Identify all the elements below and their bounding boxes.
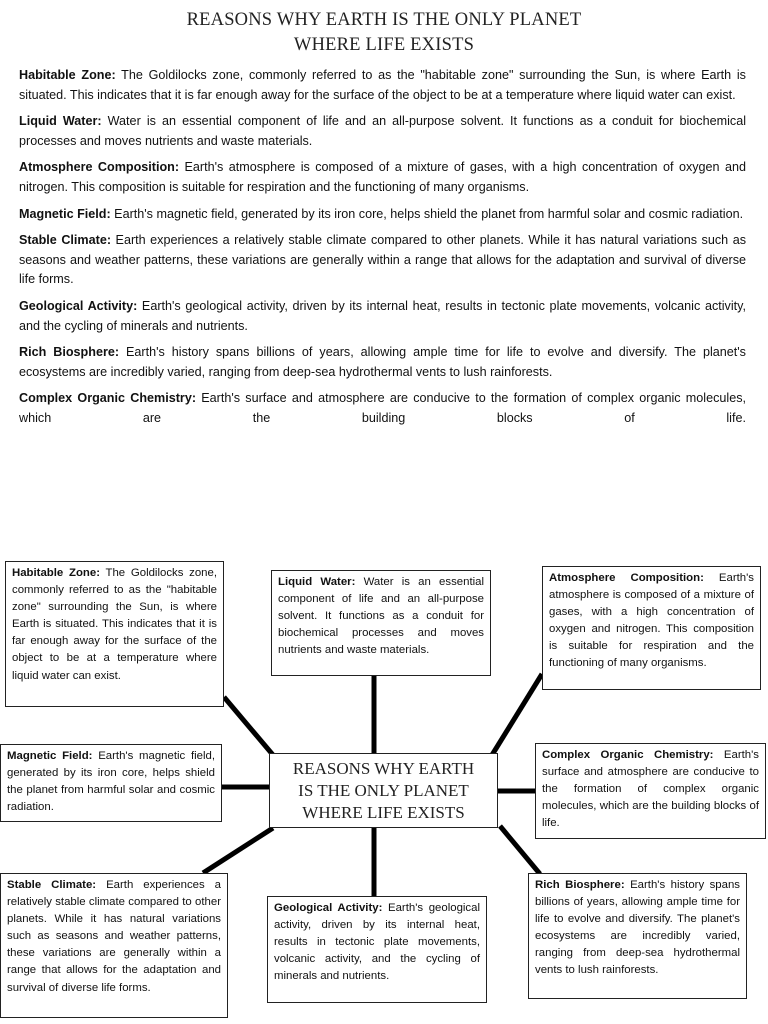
box-heading: Habitable Zone: (12, 567, 100, 579)
connector-rich-biosphere (500, 826, 540, 874)
box-body: The Goldilocks zone, commonly referred to as the "habitable zone" surrounding the Sun, is where Earth is situated. This indicates that it is far enough away for the surface of the object to be at a temperature where liquid water can exist. (12, 567, 217, 682)
center-title-line-2: IS THE ONLY PLANET (298, 781, 469, 800)
page-title-line-2: WHERE LIFE EXISTS (293, 35, 475, 55)
paragraph-body: Earth's magnetic field, generated by its iron core, helps shield the planet from harmful solar and cosmic radiation. (110, 206, 744, 221)
box-heading: Geological Activity: (274, 902, 383, 914)
box-heading: Magnetic Field: (7, 750, 93, 762)
paragraph-heading: Complex Organic Chemistry: (19, 391, 197, 406)
box-heading: Complex Organic Chemistry: (542, 749, 714, 761)
diagram-center-title (269, 753, 498, 828)
box-heading: Atmosphere Composition: (549, 572, 704, 584)
paragraph-heading: Stable Climate: (19, 233, 112, 248)
box-complex-organic-chemistry (535, 743, 766, 839)
paragraph-heading: Habitable Zone: (19, 68, 116, 82)
center-title-line-1: REASONS WHY EARTH (292, 759, 475, 778)
box-rich-biosphere (528, 873, 747, 999)
box-atmosphere-composition (542, 566, 761, 690)
connector-stable-climate (203, 828, 273, 873)
box-geological-activity (267, 896, 487, 1003)
paragraph-heading: Liquid Water: (19, 114, 102, 129)
box-heading: Liquid Water: (278, 576, 356, 588)
paragraph-body: Earth's geological activity, driven by its internal heat, results in tectonic plate movements, volcanic activity, and the cycling of minerals and nutrients. (19, 298, 746, 333)
box-stable-climate (0, 873, 228, 1018)
paragraph-body: Earth's surface and atmosphere are conducive to the formation of complex organic molecules, which are the building blocks of life. (19, 391, 746, 425)
paragraph-heading: Rich Biosphere: (19, 345, 120, 360)
box-body: Earth's geological activity, driven by its internal heat, results in tectonic plate movements, volcanic activity, and the cycling of minerals and nutrients. (274, 902, 480, 983)
center-title-line-3: WHERE LIFE EXISTS (302, 803, 465, 822)
page-title-line-1: REASONS WHY EARTH IS THE ONLY PLANET (186, 10, 582, 30)
paragraph-heading: Magnetic Field: (19, 206, 111, 221)
box-liquid-water (271, 570, 491, 676)
paragraph-body: The Goldilocks zone, commonly referred to as the "habitable zone" surrounding the Sun, is where Earth is situated. This indicates that it is far enough away for the surface of the object to be at a temperature where liquid water can exist. (19, 68, 746, 102)
paragraph-heading: Geological Activity: (19, 298, 138, 313)
box-body: Earth's magnetic field, generated by its iron core, helps shield the planet from harmful solar and cosmic radiation. (7, 750, 216, 814)
box-body: Water is an essential component of life and an all-purpose solvent. It functions as a conduit for biochemical processes and moves nutrients and waste materials. (278, 576, 485, 657)
connector-habitable-zone (224, 697, 273, 755)
box-habitable-zone (5, 561, 224, 707)
paragraph-body: Earth's atmosphere is composed of a mixture of gases, with a high concentration of oxygen and nitrogen. This composition is suitable for respiration and the functioning of many organisms. (19, 160, 747, 194)
box-body: Earth's history spans billions of years, allowing ample time for life to evolve and diversify. The planet's ecosystems are incredibly varied, ranging from deep-sea hydrothermal vents to lush rainforests. (535, 879, 740, 977)
paragraph-body: Earth experiences a relatively stable climate compared to other planets. While it has natural variations such as seasons and weather patterns, these variations are generally within a range that allows for the adaptation and survival of diverse life forms. (19, 233, 746, 287)
box-magnetic-field (0, 744, 222, 822)
paragraph-body: Earth's history spans billions of years, allowing ample time for life to evolve and diversify. The planet's ecosystems are incredibly varied, ranging from deep-sea hydrothermal vents to lush rainforests. (19, 345, 746, 379)
paragraph-heading: Atmosphere Composition: (19, 160, 180, 175)
box-heading: Stable Climate: (7, 879, 97, 891)
box-body: Earth experiences a relatively stable climate compared to other planets. While it has natural variations such as seasons and weather patterns, these variations are generally within a range that allows for the adaptation and survival of diverse life forms. (7, 879, 221, 994)
box-body: Earth's atmosphere is composed of a mixture of gases, with a high concentration of oxygen and nitrogen. This composition is suitable for respiration and the functioning of many organisms. (549, 572, 754, 670)
box-body: Earth's surface and atmosphere are conducive to the formation of complex organic molecules, which are the building blocks of life. (542, 749, 759, 830)
box-heading: Rich Biosphere: (535, 879, 625, 891)
paragraph-body: Water is an essential component of life and an all-purpose solvent. It functions as a conduit for biochemical processes and moves nutrients and waste materials. (19, 114, 747, 148)
